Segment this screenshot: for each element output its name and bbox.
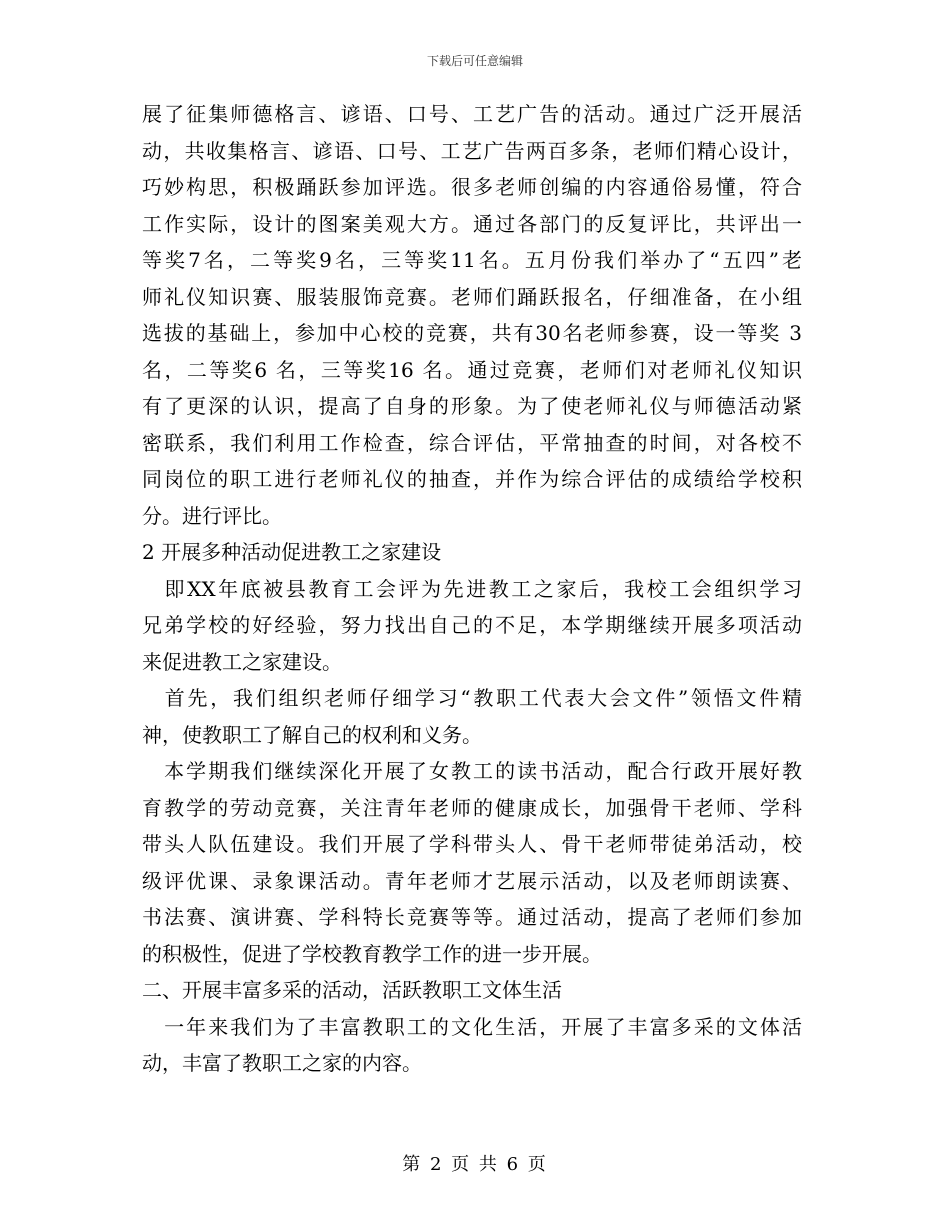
body-line: 动，共收集格言、谚语、口号、工艺广告两百多条，老师们精心设计，	[142, 138, 802, 163]
body-line: 动，丰富了教职工之家的内容。	[142, 1051, 422, 1075]
body-line: 展了征集师德格言、谚语、口号、工艺广告的活动。通过广泛开展活	[142, 102, 802, 126]
body-line: 名，二等奖6 名，三等奖16 名。通过竞赛，老师们对老师礼仪知识	[142, 357, 802, 382]
body-line: 密联系，我们利用工作检查，综合评估，平常抽查的时间，对各校不	[142, 430, 802, 455]
body-line: 选拔的基础上，参加中心校的竞赛，共有30名老师参赛，设一等奖 3	[142, 321, 802, 345]
body-line: 等奖7名，二等奖9名，三等奖11名。五月份我们举办了“五四”老	[142, 248, 802, 272]
body-line: 即XX年底被县教育工会评为先进教工之家后，我校工会组织学习	[142, 576, 802, 601]
body-line: 育教学的劳动竞赛，关注青年老师的健康成长，加强骨干老师、学科	[142, 795, 802, 820]
body-line: 带头人队伍建设。我们开展了学科带头人、骨干老师带徒弟活动，校	[142, 832, 802, 856]
body-line: 师礼仪知识赛、服装服饰竞赛。老师们踊跃报名，仔细准备，在小组	[142, 284, 802, 309]
body-line: 巧妙构思，积极踊跃参加评选。很多老师创编的内容通俗易懂，符合	[142, 175, 802, 199]
body-line: 同岗位的职工进行老师礼仪的抽查，并作为综合评估的成绩给学校积	[142, 467, 802, 491]
body-line: 兄弟学校的好经验，努力找出自己的不足，本学期继续开展多项活动	[142, 613, 802, 637]
section-heading: 二、开展丰富多采的活动，活跃教职工文体生活	[142, 978, 562, 1002]
body-line: 的积极性，促进了学校教育教学工作的进一步开展。	[142, 941, 602, 966]
body-line: 工作实际，设计的图案美观大方。通过各部门的反复评比，共评出一	[142, 211, 802, 236]
body-line: 级评优课、录象课活动。青年老师才艺展示活动，以及老师朗读赛、	[142, 868, 802, 893]
page-footer: 第 2 页 共 6 页	[402, 1154, 548, 1175]
body-line: 一年来我们为了丰富教职工的文化生活，开展了丰富多采的文体活	[142, 1014, 802, 1039]
body-line: 分。进行评比。	[142, 503, 282, 528]
page-header: 下载后可任意编辑	[426, 54, 523, 68]
body-line: 本学期我们继续深化开展了女教工的读书活动，配合行政开展好教	[142, 759, 802, 783]
document-body	[142, 96, 802, 1082]
body-line: 书法赛、演讲赛、学科特长竞赛等等。通过活动，提高了老师们参加	[142, 905, 802, 929]
body-line: 有了更深的认识，提高了自身的形象。为了使老师礼仪与师德活动紧	[142, 394, 802, 418]
body-line: 来促进教工之家建设。	[142, 649, 342, 674]
body-line: 首先，我们组织老师仔细学习“教职工代表大会文件”领悟文件精	[142, 686, 802, 710]
body-line: 神，使教职工了解自己的权利和义务。	[142, 722, 482, 747]
section-heading: 2 开展多种活动促进教工之家建设	[142, 540, 442, 564]
